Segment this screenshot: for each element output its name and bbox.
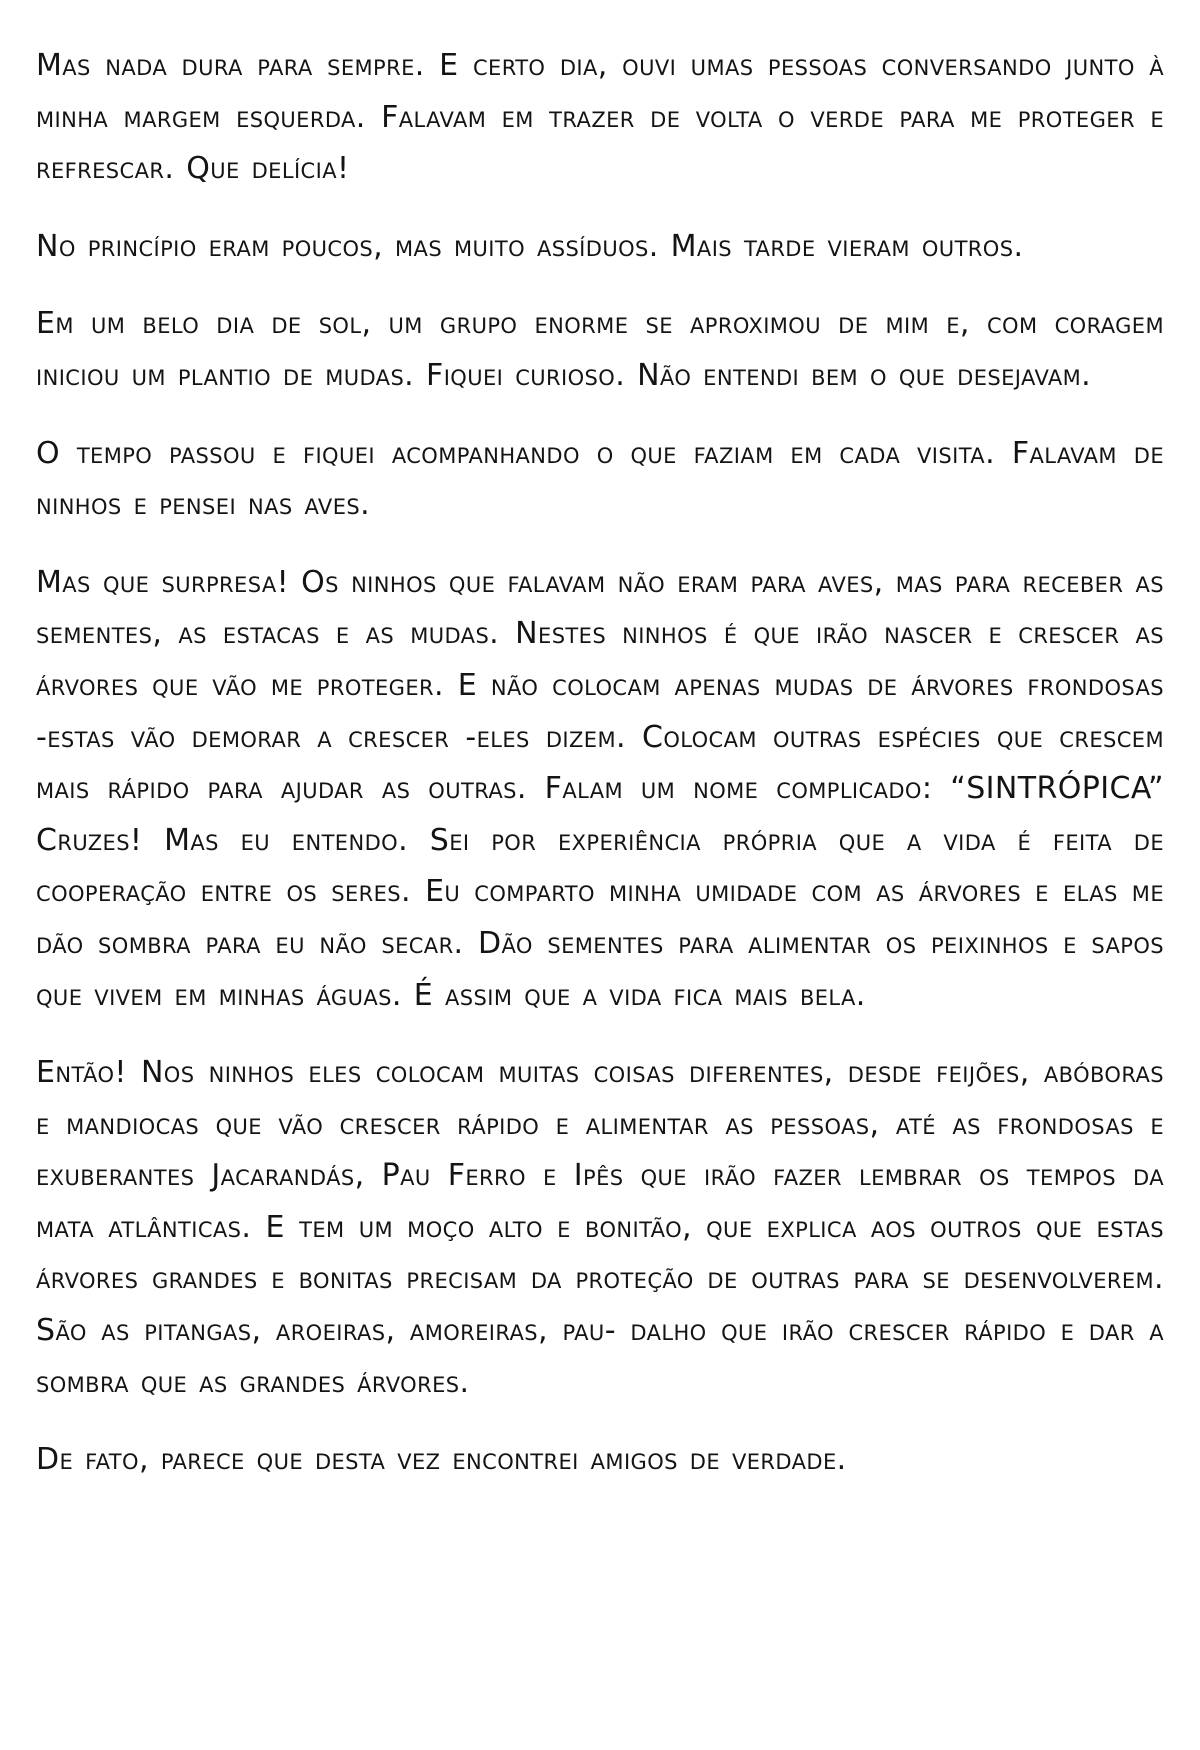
paragraph-3: Em um belo dia de sol, um grupo enorme se aproximou de mim e, com coragem iniciou um plantio de mudas. Fiquei curioso. Não entendi bem o que desejavam. bbox=[36, 306, 1164, 393]
paragraph-7: De fato, parece que desta vez encontrei amigos de verdade. bbox=[36, 1442, 847, 1478]
paragraph-6: Então! Nos ninhos eles colocam muitas coisas diferentes, desde feijões, abóboras e mandiocas que vão crescer rápido e alimentar as pessoas, até as frondosas e exuberantes Jacarandás, Pau Ferro e Ipês que irão fazer lembrar os tempos da mata atlânticas. E tem um moço alto e bonitão, que explica aos outros que estas árvores grandes e bonitas precisam da proteção de outras para se desenvolverem. São as pitangas, aroeiras, amoreiras, pau- dalho que irão crescer rápido e dar a sombra que as grandes árvores. bbox=[36, 1055, 1164, 1400]
paragraph-4: O tempo passou e fiquei acompanhando o que faziam em cada visita. Falavam de ninhos e pensei nas aves. bbox=[36, 435, 1164, 523]
paragraph-1: Mas nada dura para sempre. E certo dia, ouvi umas pessoas conversando junto à minha margem esquerda. Falavam em trazer de volta o verde para me proteger e refrescar. Que delícia! bbox=[36, 48, 1164, 187]
story-page bbox=[36, 40, 1164, 1512]
paragraph-5: Mas que surpresa! Os ninhos que falavam não eram para aves, mas para receber as sementes, as estacas e as mudas. Nestes ninhos é que irão nascer e crescer as árvores que vão me proteger. E não colocam apenas mudas de árvores frondosas -estas vão demorar a crescer -eles dizem. Colocam outras espécies que crescem mais rápido para ajudar as outras. Falam um nome complicado: “SINTRÓPICA” Cruzes! Mas eu entendo. Sei por experiência própria que a vida é feita de cooperação entre os seres. Eu comparto minha umidade com as árvores e elas me dão sombra para eu não secar. Dão sementes para alimentar os peixinhos e sapos que vivem em minhas águas. É assim que a vida fica mais bela. bbox=[36, 564, 1164, 1013]
paragraph-2: No princípio eram poucos, mas muito assíduos. Mais tarde vieram outros. bbox=[36, 228, 1024, 264]
